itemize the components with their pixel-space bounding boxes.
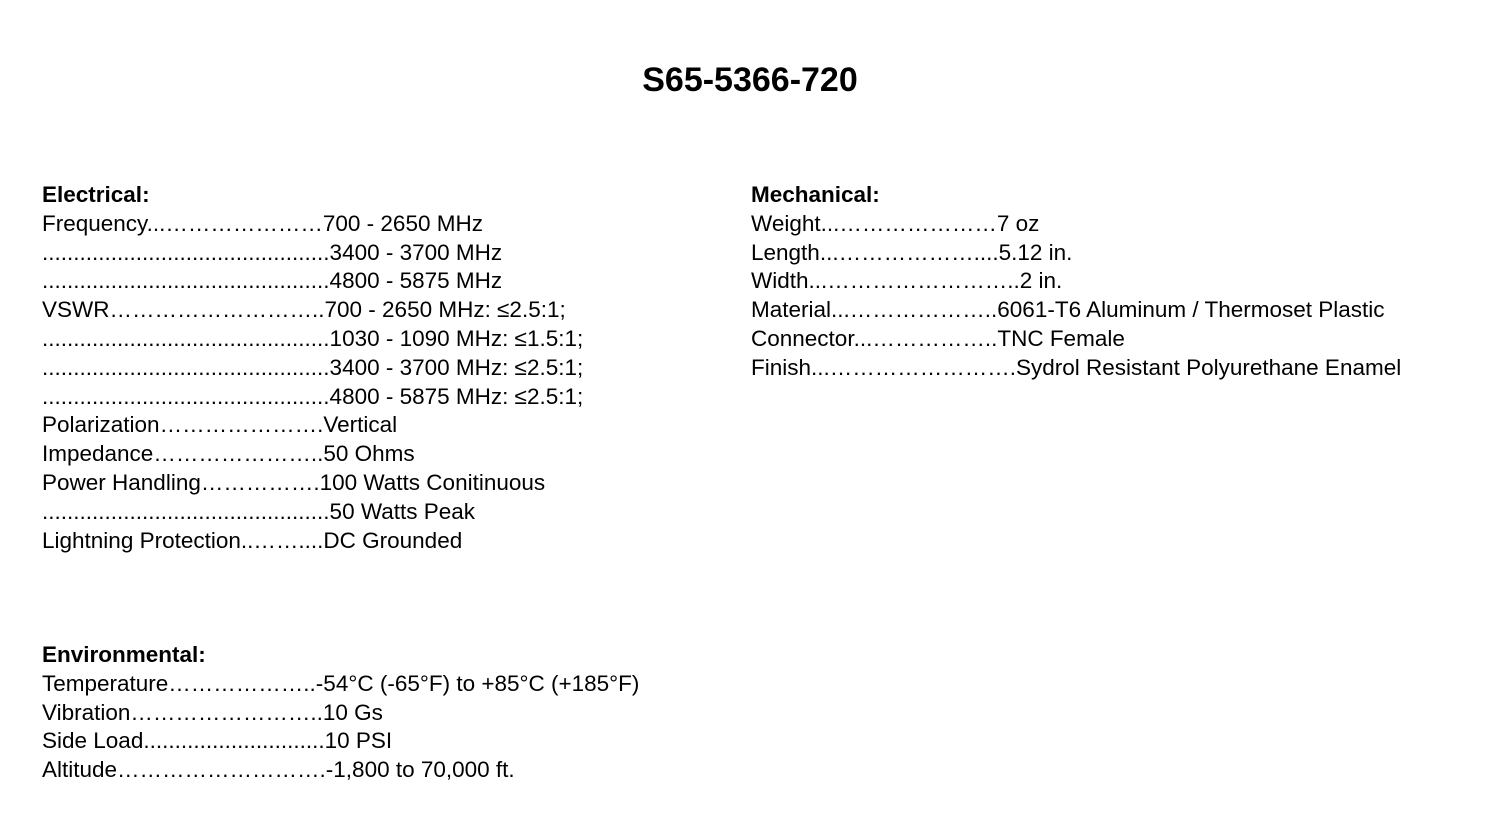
spec-line-vswr-band-4: ..............................................4800 - 5875 MHz: ≤2.5:1; [42,383,584,409]
document-title: S65-5366-720 [642,61,858,99]
spec-line-vswr-band-2: ..............................................1030 - 1090 MHz: ≤1.5:1; [42,325,584,351]
spec-line-finish: Finish...…………………….Sydrol Resistant Polyurethane Enamel [751,354,1402,380]
spec-line-frequency-band-3: ..............................................4800 - 5875 MHz [42,268,503,294]
spec-line-width: Width...……………………..2 in. [751,268,1063,294]
spec-line-polarization: Polarization………………….Vertical [42,412,398,438]
spec-line-power-handling: Power Handling…………….100 Watts Conitinuous [42,469,546,495]
spec-line-temperature: Temperature………………..-54°C (-65°F) to +85°C (+185°F) [42,670,640,696]
spec-line-weight: Weight...…………………7 oz [751,210,1040,236]
spec-line-material: Material...………………..6061-T6 Aluminum / Thermoset Plastic [751,297,1385,323]
spec-line-vswr: VSWR………………………..700 - 2650 MHz: ≤2.5:1; [42,297,566,323]
spec-line-power-peak: ..............................................50 Watts Peak [42,498,476,524]
electrical-heading: Electrical: [42,182,150,207]
spec-line-vibration: Vibration……………………..10 Gs [42,699,383,725]
environmental-section [42,641,639,785]
environmental-heading: Environmental: [42,642,206,667]
spec-line-connector: Connector...……………..TNC Female [751,325,1125,351]
mechanical-section [751,181,1401,383]
electrical-section [42,181,583,555]
spec-line-side-load: Side Load.............................10 PSI [42,728,393,754]
spec-line-frequency: Frequency...…………………700 - 2650 MHz [42,210,483,236]
spec-line-vswr-band-3: ..............................................3400 - 3700 MHz: ≤2.5:1; [42,354,584,380]
spec-line-lightning-protection: Lightning Protection..……....DC Grounded [42,527,463,553]
spec-line-frequency-band-2: ..............................................3400 - 3700 MHz [42,239,503,265]
spec-line-impedance: Impedance…………………..50 Ohms [42,441,415,467]
spec-line-length: Length...………………....5.12 in. [751,239,1073,265]
mechanical-heading: Mechanical: [751,182,880,207]
spec-line-altitude: Altitude……………………….-1,800 to 70,000 ft. [42,757,515,783]
